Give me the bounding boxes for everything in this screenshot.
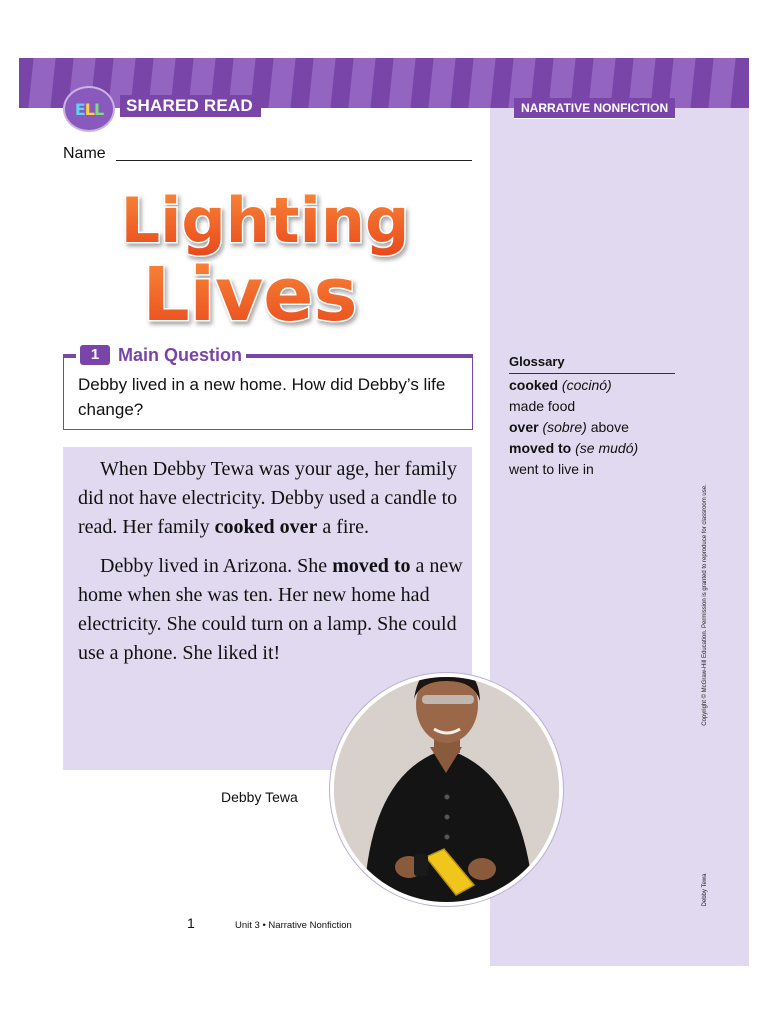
main-question-header bbox=[76, 344, 246, 366]
page-number: 1 bbox=[187, 915, 195, 931]
person-illustration bbox=[334, 677, 559, 902]
debby-tewa-photo bbox=[330, 673, 563, 906]
name-write-line bbox=[116, 160, 472, 161]
story-title bbox=[100, 180, 430, 330]
main-question-number: 1 bbox=[80, 345, 110, 365]
glossary-definition: went to live in bbox=[509, 461, 594, 477]
name-label: Name bbox=[63, 145, 106, 162]
title-line-1: Lighting bbox=[120, 184, 410, 257]
story-paragraph-2: Debby lived in Arizona. She moved to a new home when she was ten. Her new home had electricity. She could turn on a lamp. She could use a phone. She liked it! bbox=[78, 555, 463, 664]
main-question-text: Debby lived in a new home. How did Debby’s life change? bbox=[78, 375, 446, 419]
section-label: SHARED READ bbox=[120, 95, 261, 117]
story-text bbox=[78, 455, 468, 668]
vocab-moved-to: moved to bbox=[332, 555, 411, 577]
copyright-notice: Copyright © McGraw-Hill Education. Permission is granted to reproduce for classroom use. bbox=[702, 484, 708, 726]
glossary-divider bbox=[509, 373, 675, 374]
glossary-list bbox=[509, 375, 709, 480]
glossary-title: Glossary bbox=[509, 354, 565, 369]
glossary-entry: moved to (se mudó) bbox=[509, 440, 639, 456]
genre-label: NARRATIVE NONFICTION bbox=[514, 98, 675, 119]
footer-unit-text: Unit 3 • Narrative Nonfiction bbox=[235, 920, 352, 931]
vocab-cooked-over: cooked over bbox=[214, 516, 318, 538]
photo-credit: Debby Tewa bbox=[702, 873, 708, 907]
photo-caption: Debby Tewa bbox=[221, 789, 298, 805]
glossary-entry: over (sobre) above bbox=[509, 419, 629, 435]
glossary-entry: cooked (cocinó) bbox=[509, 377, 612, 393]
ell-logo-text: ELL bbox=[74, 99, 104, 119]
main-question-heading: Main Question bbox=[118, 344, 243, 365]
story-paragraph-1: When Debby Tewa was your age, her family did not have electricity. Debby used a candle to read. Her family cooked over a fire. bbox=[78, 458, 458, 538]
title-line-2: Lives bbox=[142, 252, 358, 330]
ell-logo bbox=[63, 86, 115, 132]
glossary-definition: made food bbox=[509, 398, 576, 414]
